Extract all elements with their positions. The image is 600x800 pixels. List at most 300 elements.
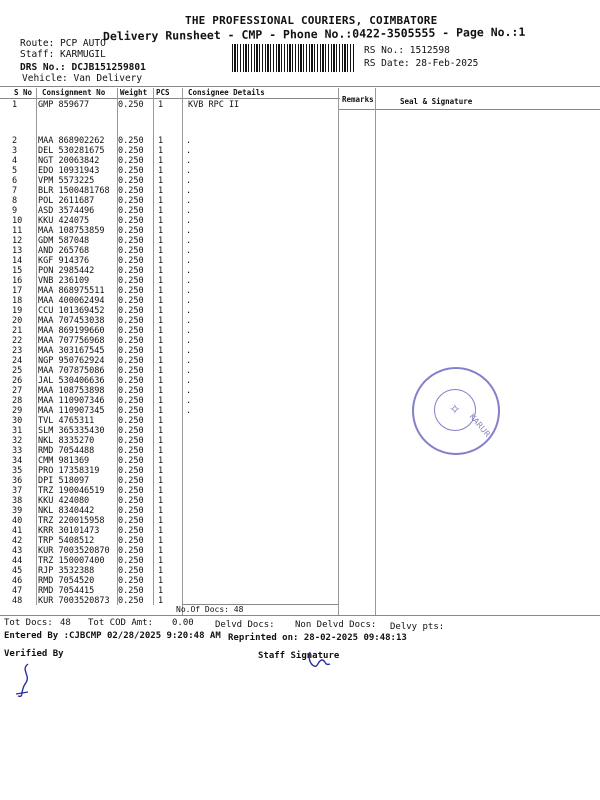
row-sno: 42 [12,536,23,546]
row-sno: 6 [12,176,18,186]
row-consignee: . [186,186,192,196]
row-weight: 0.250 [118,166,144,176]
row-consignment: MAA 868975511 [38,286,105,296]
row-pcs: 1 [158,256,164,266]
row-consignee: . [186,156,192,166]
row-pcs: 1 [158,566,164,576]
table-row [0,526,600,536]
row-consignee: . [186,296,192,306]
row-sno: 2 [12,136,18,146]
row-weight: 0.250 [118,146,144,156]
row-pcs: 1 [158,516,164,526]
row-consignment: TVL 4765311 [38,416,95,426]
row-consignee: . [186,166,192,176]
row-weight: 0.250 [118,516,144,526]
row-pcs: 1 [158,186,164,196]
row-weight: 0.250 [118,156,144,166]
table-row [0,186,600,196]
row-pcs: 1 [158,436,164,446]
row-consignee: . [186,346,192,356]
row-weight: 0.250 [118,496,144,506]
row-consignee: . [186,236,192,246]
row-weight: 0.250 [118,476,144,486]
row-consignment: ASD 3574496 [38,206,95,216]
row-weight: 0.250 [118,266,144,276]
row-sno: 21 [12,326,23,336]
footer-rule [0,615,600,616]
row-sno: 14 [12,256,23,266]
row-consignment: SLM 365335430 [38,426,105,436]
table-row [0,446,600,456]
row-consignee: . [186,286,192,296]
row-consignee: . [186,196,192,206]
row-sno: 32 [12,436,23,446]
row-pcs: 1 [158,336,164,346]
row-sno: 24 [12,356,23,366]
row-consignee: . [186,226,192,236]
tot-docs-value: 48 [60,618,71,628]
row-consignment: CCU 101369452 [38,306,105,316]
row-pcs: 1 [158,576,164,586]
row-pcs: 1 [158,316,164,326]
row-consignment: NKL 8340442 [38,506,95,516]
row-weight: 0.250 [118,176,144,186]
row-sno: 17 [12,286,23,296]
row-weight: 0.250 [118,336,144,346]
row-weight: 0.250 [118,486,144,496]
row-sno: 26 [12,376,23,386]
runsheet-title: Delivery Runsheet - CMP - Phone No.:0422-3505555 - Page No.:1 [102,24,526,44]
row-consignment: RJP 3532388 [38,566,95,576]
table-row [0,166,600,176]
row-consignment: KUR 7003520870 [38,546,110,556]
row-consignment: VPM 5573225 [38,176,95,186]
rs-number: RS No.: 1512598 [364,45,450,56]
row-sno: 22 [12,336,23,346]
non-delvd-docs: Non Delvd Docs: [295,620,377,630]
row-sno: 19 [12,306,23,316]
row-pcs: 1 [158,586,164,596]
row-consignment: TRZ 190046519 [38,486,105,496]
row-weight: 0.250 [118,346,144,356]
row-sno: 46 [12,576,23,586]
row-pcs: 1 [158,536,164,546]
row-weight: 0.250 [118,276,144,286]
row-consignment: VNB 236109 [38,276,90,286]
row-weight: 0.250 [118,100,144,110]
table-row [0,176,600,186]
row-weight: 0.250 [118,246,144,256]
row-weight: 0.250 [118,366,144,376]
row-consignee: . [186,146,192,156]
row-consignee: . [186,216,192,226]
row-pcs: 1 [158,206,164,216]
header-top-rule [0,86,600,87]
row-sno: 40 [12,516,23,526]
table-row [0,226,600,236]
table-row [0,536,600,546]
row-sno: 41 [12,526,23,536]
row-consignment: GDM 587048 [38,236,90,246]
verified-signature [10,660,40,700]
row-consignment: DPI 518097 [38,476,90,486]
table-row [0,256,600,266]
table-row [0,136,600,146]
row-pcs: 1 [158,546,164,556]
table-row [0,156,600,166]
row-pcs: 1 [158,456,164,466]
row-consignee: . [186,136,192,146]
row-consignment: KUR 7003520873 [38,596,110,606]
row-consignment: MAA 108753898 [38,386,105,396]
row-consignment: MAA 868902262 [38,136,105,146]
row-sno: 37 [12,486,23,496]
row-pcs: 1 [158,376,164,386]
stamp-emblem: ✧ [449,402,461,418]
row-sno: 1 [12,100,18,110]
entered-by: Entered By :CJBCMP 02/28/2025 9:20:48 AM [4,631,221,641]
row-pcs: 1 [158,446,164,456]
table-row [0,100,600,110]
row-consignee: . [186,246,192,256]
reprinted-on: Reprinted on: 28-02-2025 09:48:13 [228,633,407,643]
row-sno: 16 [12,276,23,286]
row-weight: 0.250 [118,456,144,466]
row-weight: 0.250 [118,206,144,216]
row-pcs: 1 [158,466,164,476]
row-consignment: NGP 950762924 [38,356,105,366]
row-sno: 31 [12,426,23,436]
row-pcs: 1 [158,426,164,436]
route: Route: PCP AUTO [20,38,106,49]
row-consignment: MAA 707875086 [38,366,105,376]
row-sno: 12 [12,236,23,246]
row-sno: 44 [12,556,23,566]
row-consignment: TRP 5408512 [38,536,95,546]
row-consignment: KRR 30101473 [38,526,100,536]
row-sno: 47 [12,586,23,596]
row-weight: 0.250 [118,576,144,586]
row-consignment: MAA 303167545 [38,346,105,356]
row-weight: 0.250 [118,396,144,406]
row-weight: 0.250 [118,406,144,416]
row-pcs: 1 [158,346,164,356]
no-of-docs: No.Of Docs: 48 [176,605,244,614]
table-row [0,336,600,346]
row-weight: 0.250 [118,556,144,566]
row-pcs: 1 [158,306,164,316]
row-sno: 8 [12,196,18,206]
row-sno: 10 [12,216,23,226]
row-consignee: . [186,366,192,376]
row-sno: 7 [12,186,18,196]
table-row [0,276,600,286]
table-row [0,486,600,496]
row-consignee: . [186,386,192,396]
row-pcs: 1 [158,296,164,306]
row-pcs: 1 [158,226,164,236]
col-weight: Weight [120,88,148,97]
row-sno: 43 [12,546,23,556]
table-row [0,296,600,306]
staff-signature [304,648,334,672]
col-consignee: Consignee Details [188,88,265,97]
row-pcs: 1 [158,416,164,426]
row-weight: 0.250 [118,596,144,606]
row-weight: 0.250 [118,386,144,396]
row-weight: 0.250 [118,186,144,196]
row-consignment: MAA 108753859 [38,226,105,236]
row-pcs: 1 [158,596,164,606]
row-consignment: TRZ 150007400 [38,556,105,566]
row-weight: 0.250 [118,236,144,246]
row-consignee: . [186,206,192,216]
table-row [0,376,600,386]
col-pcs: PCS [156,88,170,97]
row-consignee: KVB RPC II [188,100,240,110]
row-pcs: 1 [158,176,164,186]
row-pcs: 1 [158,146,164,156]
row-sno: 9 [12,206,18,216]
staff: Staff: KARMUGIL [20,49,106,60]
verified-by-label: Verified By [4,649,64,659]
row-consignment: MAA 400062494 [38,296,105,306]
row-pcs: 1 [158,276,164,286]
row-weight: 0.250 [118,526,144,536]
row-consignee: . [186,406,192,416]
row-consignment: RMD 7054520 [38,576,95,586]
row-weight: 0.250 [118,356,144,366]
row-weight: 0.250 [118,286,144,296]
row-consignment: MAA 110907346 [38,396,105,406]
row-sno: 23 [12,346,23,356]
row-pcs: 1 [158,136,164,146]
table-row [0,316,600,326]
row-sno: 33 [12,446,23,456]
row-consignee: . [186,356,192,366]
table-row [0,216,600,226]
row-pcs: 1 [158,156,164,166]
row-weight: 0.250 [118,506,144,516]
table-row [0,146,600,156]
row-sno: 39 [12,506,23,516]
table-row [0,496,600,506]
row-pcs: 1 [158,216,164,226]
table-row [0,426,600,436]
row-consignment: MAA 869199660 [38,326,105,336]
row-weight: 0.250 [118,426,144,436]
row-sno: 38 [12,496,23,506]
row-weight: 0.250 [118,306,144,316]
row-pcs: 1 [158,266,164,276]
row-sno: 25 [12,366,23,376]
row-weight: 0.250 [118,316,144,326]
col-remarks: Remarks [342,95,374,104]
row-consignment: KKU 424080 [38,496,90,506]
row-weight: 0.250 [118,216,144,226]
delvy-pts: Delvy pts: [390,622,445,632]
row-sno: 36 [12,476,23,486]
row-weight: 0.250 [118,326,144,336]
row-consignee: . [186,396,192,406]
row-consignment: PON 2985442 [38,266,95,276]
table-row [0,416,600,426]
row-sno: 3 [12,146,18,156]
row-weight: 0.250 [118,136,144,146]
table-row [0,566,600,576]
row-consignee: . [186,306,192,316]
table-row [0,286,600,296]
table-row [0,546,600,556]
col-seal: Seal & Signature [400,97,473,106]
row-consignment: JAL 530406636 [38,376,105,386]
row-pcs: 1 [158,246,164,256]
row-pcs: 1 [158,236,164,246]
row-weight: 0.250 [118,296,144,306]
row-consignee: . [186,336,192,346]
row-pcs: 1 [158,556,164,566]
table-row [0,386,600,396]
table-row [0,576,600,586]
table-row [0,436,600,446]
row-sno: 20 [12,316,23,326]
row-consignment: EDO 10931943 [38,166,100,176]
row-consignee: . [186,316,192,326]
row-consignee: . [186,376,192,386]
row-consignment: KKU 424075 [38,216,90,226]
table-row [0,236,600,246]
row-sno: 35 [12,466,23,476]
table-row [0,326,600,336]
row-consignment: BLR 1500481768 [38,186,110,196]
row-weight: 0.250 [118,536,144,546]
row-consignment: MAA 707756968 [38,336,105,346]
row-consignment: MAA 110907345 [38,406,105,416]
row-pcs: 1 [158,496,164,506]
table-row [0,456,600,466]
barcode [232,44,354,72]
row-consignment: KGF 914376 [38,256,90,266]
table-row [0,516,600,526]
vehicle: Vehicle: Van Delivery [22,73,143,84]
row-consignment: RMD 7054488 [38,446,95,456]
header-bottom-rule [0,98,340,99]
row-sno: 4 [12,156,18,166]
row-consignment: PRO 17358319 [38,466,100,476]
table-row [0,506,600,516]
row-pcs: 1 [158,526,164,536]
table-row [0,396,600,406]
table-row [0,246,600,256]
table-row [0,366,600,376]
row-pcs: 1 [158,396,164,406]
cod-label: Tot COD Amt: [88,618,154,628]
row-sno: 5 [12,166,18,176]
row-pcs: 1 [158,286,164,296]
row-consignment: CMM 981369 [38,456,90,466]
delvd-docs: Delvd Docs: [215,620,275,630]
row-weight: 0.250 [118,256,144,266]
table-row [0,476,600,486]
row-sno: 15 [12,266,23,276]
row-pcs: 1 [158,486,164,496]
row-sno: 28 [12,396,23,406]
table-row [0,306,600,316]
row-consignment: NKL 8335270 [38,436,95,446]
row-consignment: GMP 859677 [38,100,90,110]
table-row [0,206,600,216]
table-row [0,556,600,566]
karur-stamp [412,367,500,455]
table-row [0,356,600,366]
row-consignment: AND 265768 [38,246,90,256]
row-weight: 0.250 [118,376,144,386]
row-weight: 0.250 [118,446,144,456]
row-weight: 0.250 [118,586,144,596]
row-weight: 0.250 [118,416,144,426]
row-pcs: 1 [158,506,164,516]
col-consignment: Consignment No [42,88,106,97]
row-sno: 48 [12,596,23,606]
row-sno: 18 [12,296,23,306]
row-sno: 29 [12,406,23,416]
row-pcs: 1 [158,476,164,486]
tot-docs-label: Tot Docs: [4,618,53,628]
row-consignee: . [186,266,192,276]
row-consignment: RMD 7054415 [38,586,95,596]
staff-signature-label: Staff Signature [258,651,340,661]
row-consignee: . [186,176,192,186]
row-weight: 0.250 [118,436,144,446]
table-row [0,266,600,276]
row-sno: 13 [12,246,23,256]
row-consignment: MAA 707453038 [38,316,105,326]
row-consignment: DEL 530281675 [38,146,105,156]
row-weight: 0.250 [118,226,144,236]
row-pcs: 1 [158,366,164,376]
row-consignment: POL 2611687 [38,196,95,206]
drs-number: DRS No.: DCJB151259801 [20,62,146,73]
col-sno: S No [14,88,33,97]
stamp-text: KARUR [467,412,493,439]
table-row [0,346,600,356]
row-pcs: 1 [158,406,164,416]
cod-value: 0.00 [172,618,194,628]
table-row [0,466,600,476]
row-pcs: 1 [158,196,164,206]
row-weight: 0.250 [118,566,144,576]
row-sno: 45 [12,566,23,576]
row-sno: 30 [12,416,23,426]
row-sno: 11 [12,226,23,236]
table-row [0,586,600,596]
rs-date: RS Date: 28-Feb-2025 [364,58,479,69]
row-pcs: 1 [158,166,164,176]
row-weight: 0.250 [118,196,144,206]
row-pcs: 1 [158,386,164,396]
row-consignment: TRZ 220015958 [38,516,105,526]
row-consignee: . [186,256,192,266]
row-pcs: 1 [158,100,164,110]
row-consignee: . [186,326,192,336]
row-pcs: 1 [158,356,164,366]
row-weight: 0.250 [118,546,144,556]
row-sno: 27 [12,386,23,396]
row-pcs: 1 [158,326,164,336]
company-name: THE PROFESSIONAL COURIERS, COIMBATORE [185,14,438,27]
table-row [0,406,600,416]
row-consignment: NGT 20063842 [38,156,100,166]
